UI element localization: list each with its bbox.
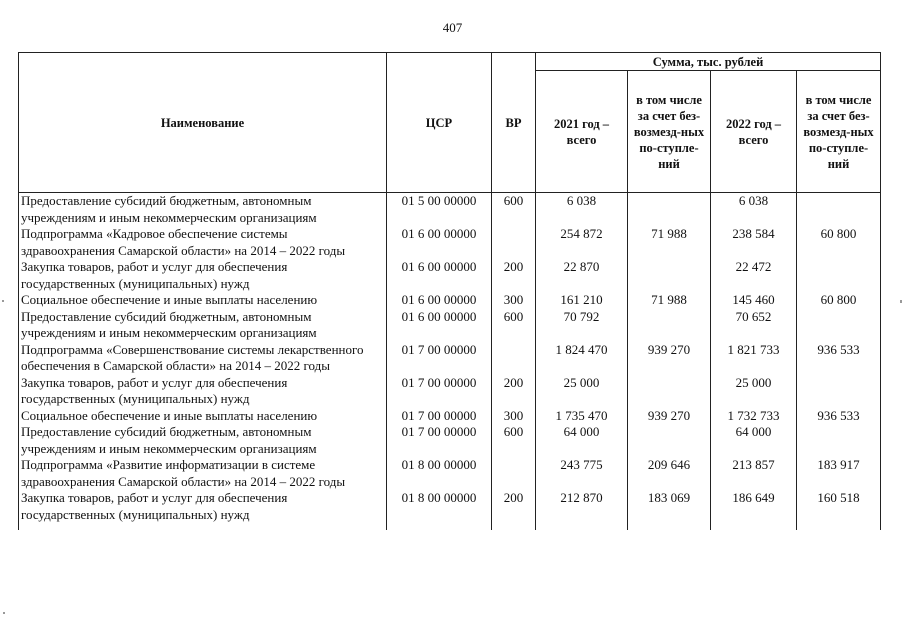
row-csr: 01 6 00 00000 bbox=[387, 259, 492, 292]
row-2021-free: 209 646 bbox=[628, 457, 711, 490]
row-2022-total: 22 472 bbox=[711, 259, 797, 292]
row-name: Предоставление субсидий бюджетным, автономным учреждениям и иным некоммерческим организациям bbox=[19, 424, 387, 457]
scan-mark bbox=[3, 612, 5, 614]
row-csr: 01 7 00 00000 bbox=[387, 342, 492, 375]
row-name: Закупка товаров, работ и услуг для обеспечения государственных (муниципальных) нужд bbox=[19, 375, 387, 408]
row-2021-free bbox=[628, 424, 711, 457]
row-2021-free: 939 270 bbox=[628, 408, 711, 425]
row-2021-free: 71 988 bbox=[628, 226, 711, 259]
row-2021-total: 254 872 bbox=[536, 226, 628, 259]
row-vr bbox=[492, 226, 536, 259]
row-2022-free bbox=[797, 375, 881, 408]
row-2022-free bbox=[797, 424, 881, 457]
row-2022-free bbox=[797, 259, 881, 292]
row-csr: 01 7 00 00000 bbox=[387, 424, 492, 457]
row-name: Социальное обеспечение и иные выплаты населению bbox=[19, 292, 387, 309]
page-number: 407 bbox=[442, 20, 463, 35]
row-name: Предоставление субсидий бюджетным, автономным учреждениям и иным некоммерческим организациям bbox=[19, 309, 387, 342]
table-row bbox=[19, 424, 881, 457]
row-2021-free bbox=[628, 309, 711, 342]
header-2021-total: 2021 год – всего bbox=[536, 71, 628, 193]
table-row bbox=[19, 226, 881, 259]
row-2021-total: 1 735 470 bbox=[536, 408, 628, 425]
row-vr: 200 bbox=[492, 259, 536, 292]
row-2022-free bbox=[797, 309, 881, 342]
row-2021-free bbox=[628, 375, 711, 408]
row-vr bbox=[492, 342, 536, 375]
row-name: Предоставление субсидий бюджетным, автономным учреждениям и иным некоммерческим организациям bbox=[19, 193, 387, 227]
row-2021-total: 161 210 bbox=[536, 292, 628, 309]
row-2021-free bbox=[628, 259, 711, 292]
row-2021-total: 25 000 bbox=[536, 375, 628, 408]
budget-table bbox=[18, 52, 881, 530]
row-csr: 01 5 00 00000 bbox=[387, 193, 492, 227]
row-2021-free: 71 988 bbox=[628, 292, 711, 309]
row-name: Подпрограмма «Совершенствование системы лекарственного обеспечения в Самарской области» на 2014 – 2022 годы bbox=[19, 342, 387, 375]
row-2022-total: 213 857 bbox=[711, 457, 797, 490]
row-vr: 600 bbox=[492, 424, 536, 457]
row-csr: 01 7 00 00000 bbox=[387, 375, 492, 408]
header-csr: ЦСР bbox=[387, 53, 492, 193]
row-vr bbox=[492, 457, 536, 490]
row-vr: 600 bbox=[492, 309, 536, 342]
row-2022-free: 60 800 bbox=[797, 292, 881, 309]
row-name: Подпрограмма «Кадровое обеспечение системы здравоохранения Самарской области» на 2014 – 2022 годы bbox=[19, 226, 387, 259]
row-2021-total: 6 038 bbox=[536, 193, 628, 227]
table-row bbox=[19, 309, 881, 342]
row-vr: 300 bbox=[492, 292, 536, 309]
row-2022-free bbox=[797, 193, 881, 227]
header-sum-group: Сумма, тыс. рублей bbox=[536, 53, 881, 71]
table-row bbox=[19, 375, 881, 408]
row-name: Подпрограмма «Развитие информатизации в системе здравоохранения Самарской области» на 2014 – 2022 годы bbox=[19, 457, 387, 490]
table-row bbox=[19, 457, 881, 490]
row-2021-total: 64 000 bbox=[536, 424, 628, 457]
header-name: Наименование bbox=[19, 53, 387, 193]
table-row bbox=[19, 193, 881, 227]
row-name: Закупка товаров, работ и услуг для обеспечения государственных (муниципальных) нужд bbox=[19, 259, 387, 292]
row-2022-free: 936 533 bbox=[797, 408, 881, 425]
table-row bbox=[19, 292, 881, 309]
row-2022-free: 183 917 bbox=[797, 457, 881, 490]
row-csr: 01 7 00 00000 bbox=[387, 408, 492, 425]
row-2021-free: 939 270 bbox=[628, 342, 711, 375]
header-2022-free: в том числе за счет без-возмезд-ных по-ступле-ний bbox=[797, 71, 881, 193]
header-2021-free: в том числе за счет без-возмезд-ных по-ступле-ний bbox=[628, 71, 711, 193]
row-vr: 200 bbox=[492, 490, 536, 530]
row-name: Социальное обеспечение и иные выплаты населению bbox=[19, 408, 387, 425]
row-csr: 01 6 00 00000 bbox=[387, 309, 492, 342]
row-csr: 01 6 00 00000 bbox=[387, 292, 492, 309]
row-vr: 200 bbox=[492, 375, 536, 408]
row-csr: 01 6 00 00000 bbox=[387, 226, 492, 259]
scan-mark bbox=[2, 300, 4, 302]
table-row bbox=[19, 259, 881, 292]
row-2022-total: 1 821 733 bbox=[711, 342, 797, 375]
row-2022-total: 70 652 bbox=[711, 309, 797, 342]
row-2022-total: 1 732 733 bbox=[711, 408, 797, 425]
row-2021-total: 1 824 470 bbox=[536, 342, 628, 375]
row-2022-total: 6 038 bbox=[711, 193, 797, 227]
row-2022-free: 936 533 bbox=[797, 342, 881, 375]
row-2022-free: 60 800 bbox=[797, 226, 881, 259]
row-2021-total: 212 870 bbox=[536, 490, 628, 530]
row-2022-total: 64 000 bbox=[711, 424, 797, 457]
row-2021-free: 183 069 bbox=[628, 490, 711, 530]
row-2021-free bbox=[628, 193, 711, 227]
row-2022-total: 238 584 bbox=[711, 226, 797, 259]
row-2021-total: 243 775 bbox=[536, 457, 628, 490]
row-2022-total: 145 460 bbox=[711, 292, 797, 309]
row-name: Закупка товаров, работ и услуг для обеспечения государственных (муниципальных) нужд bbox=[19, 490, 387, 530]
table-row bbox=[19, 490, 881, 530]
row-2022-total: 186 649 bbox=[711, 490, 797, 530]
row-2022-free: 160 518 bbox=[797, 490, 881, 530]
row-csr: 01 8 00 00000 bbox=[387, 457, 492, 490]
table-row bbox=[19, 408, 881, 425]
header-2022-total: 2022 год – всего bbox=[711, 71, 797, 193]
scan-mark bbox=[900, 300, 902, 303]
row-vr: 600 bbox=[492, 193, 536, 227]
row-2021-total: 70 792 bbox=[536, 309, 628, 342]
row-csr: 01 8 00 00000 bbox=[387, 490, 492, 530]
header-vr: ВР bbox=[492, 53, 536, 193]
row-vr: 300 bbox=[492, 408, 536, 425]
row-2022-total: 25 000 bbox=[711, 375, 797, 408]
table-row bbox=[19, 342, 881, 375]
row-2021-total: 22 870 bbox=[536, 259, 628, 292]
